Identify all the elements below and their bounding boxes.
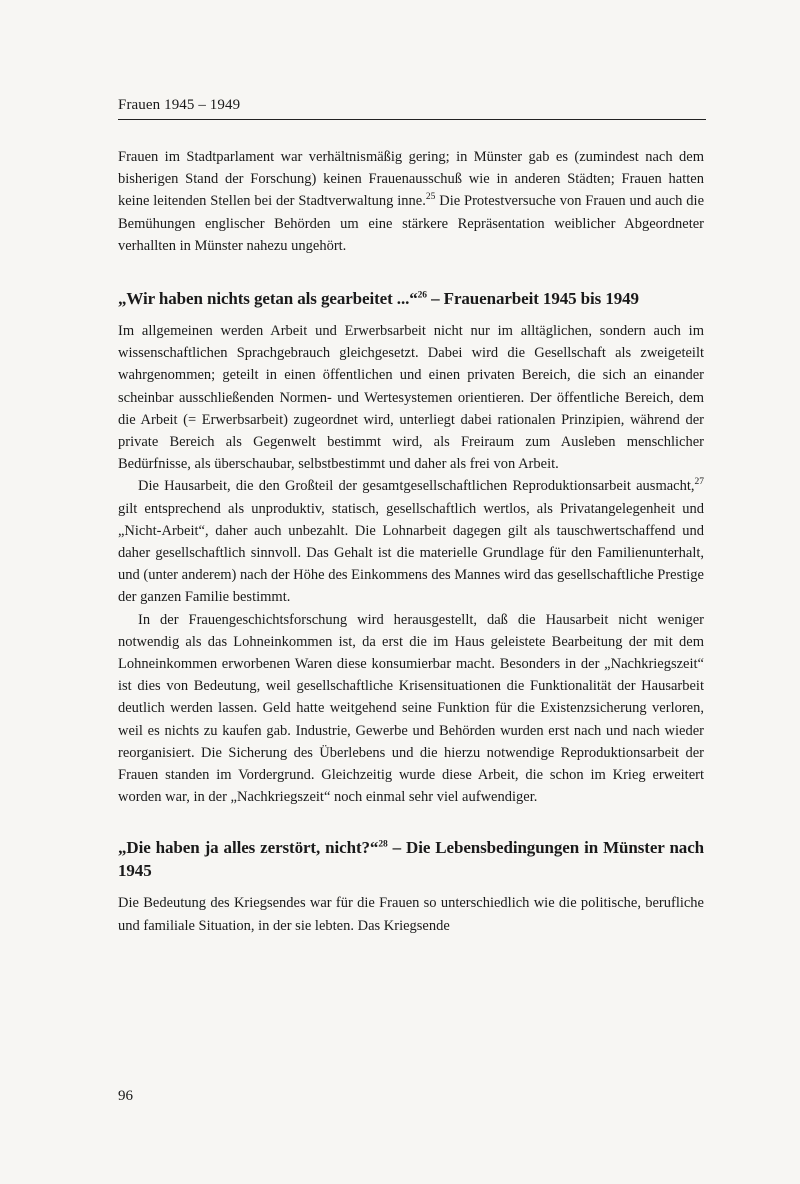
paragraph-text: Frauen im Stadtparlament war verhältnismäßig gering; in Münster gab es (zumindest nach dem bisherigen Stand der Forschung) keinen Frauenausschuß wie in anderen Städten; Frauen hatten keine leitenden Stellen bei der Stadtverwaltung inne. [118,149,704,210]
footnote-ref: 28 [378,839,388,850]
section-heading-lebensbedingungen [118,836,704,882]
paragraph [118,475,704,608]
main-text [118,146,704,937]
header-rule [118,119,706,120]
paragraph: Im allgemeinen werden Arbeit und Erwerbsarbeit nicht nur im alltäglichen, sondern auch im wissenschaftlichen Sprachgebrauch gleichgesetzt. Dabei wird die Gesellschaft als zweigeteilt wahrgenommen; geteilt in einen öffentlichen und einen privaten Bereich, die sich an einander scheinbar ausschließenden Normen- und Wertesystemen orientieren. Der öffentliche Bereich, dem die Arbeit (= Erwerbsarbeit) zugeordnet wird, unterliegt dabei rationalen Prinzipien, während der private Bereich als Gegenwelt bestimmt wird, als Freiraum zum Ausleben menschlicher Bedürfnisse, als überschaubar, selbstbestimmt und daher als frei von Arbeit. [118,323,704,473]
paragraph-text: Die Protestversuche von Frauen und auch die Bemühungen englischer Behörden um eine stärkere Repräsentation weiblicher Abgeordneter verhallten in Münster nahezu ungehört. [118,193,705,254]
paragraph-intro [118,146,704,257]
footnote-ref: 25 [425,192,436,203]
paragraph-text: gilt entsprechend als unproduktiv, statisch, gesellschaftlich wertlos, als Privatangelegenheit und „Nicht-Arbeit“, daher auch unbezahlt. Die Lohnarbeit dagegen gilt als tauschwertschaffend und daher gesellschaftlich sinnvoll. Das Gehalt ist die materielle Grundlage für den Familienunterhalt, und (unter anderem) nach der Höhe des Einkommens des Mannes wird das gesellschaftliche Prestige der ganzen Familie bestimmt. [118,500,704,606]
book-page [118,0,708,1184]
heading-text: – Die Lebensbedingungen in Münster nach 1945 [118,838,704,881]
section-heading-frauenarbeit [118,287,704,310]
paragraph: In der Frauengeschichtsforschung wird herausgestellt, daß die Hausarbeit nicht weniger notwendig als das Lohneinkommen ist, da erst die im Haus geleistete Bearbeitung der mit dem Lohneinkommen erworbenen Waren diese konsumierbar macht. Besonders in der „Nachkriegszeit“ ist dies von Bedeutung, weil gesellschaftliche Krisensituationen die Funktionalität der Hausarbeit deutlich werden lassen. Geld hatte weitgehend seine Funktion für die Existenzsicherung verloren, weil es nichts zu kaufen gab. Industrie, Gewerbe und Behörden wurden erst nach und nach wieder reorganisiert. Die Sicherung des Überlebens und die hierzu notwendige Reproduktionsarbeit der Frauen standen im Vordergrund. Gleichzeitig wurde diese Arbeit, die schon im Krieg erweitert worden war, in der „Nachkriegszeit“ noch einmal sehr viel aufwendiger. [118,611,704,806]
heading-text: „Wir haben nichts getan als gearbeitet ...“ [118,289,418,309]
footnote-ref: 27 [694,477,704,488]
page-number: 96 [118,1088,133,1104]
footnote-ref: 26 [417,290,427,301]
paragraph: Die Bedeutung des Kriegsendes war für die Frauen so unterschiedlich wie die politische, berufliche und familiale Situation, in der sie lebten. Das Kriegsende [118,895,704,934]
running-head-title: Frauen 1945 – 1949 [118,97,241,113]
heading-text: – Frauenarbeit 1945 bis 1949 [426,289,639,309]
paragraph-text: Die Hausarbeit, die den Großteil der gesamtgesellschaftlichen Reproduktionsarbeit ausmacht, [138,478,695,495]
heading-text: „Die haben ja alles zerstört, nicht?“ [118,838,379,858]
